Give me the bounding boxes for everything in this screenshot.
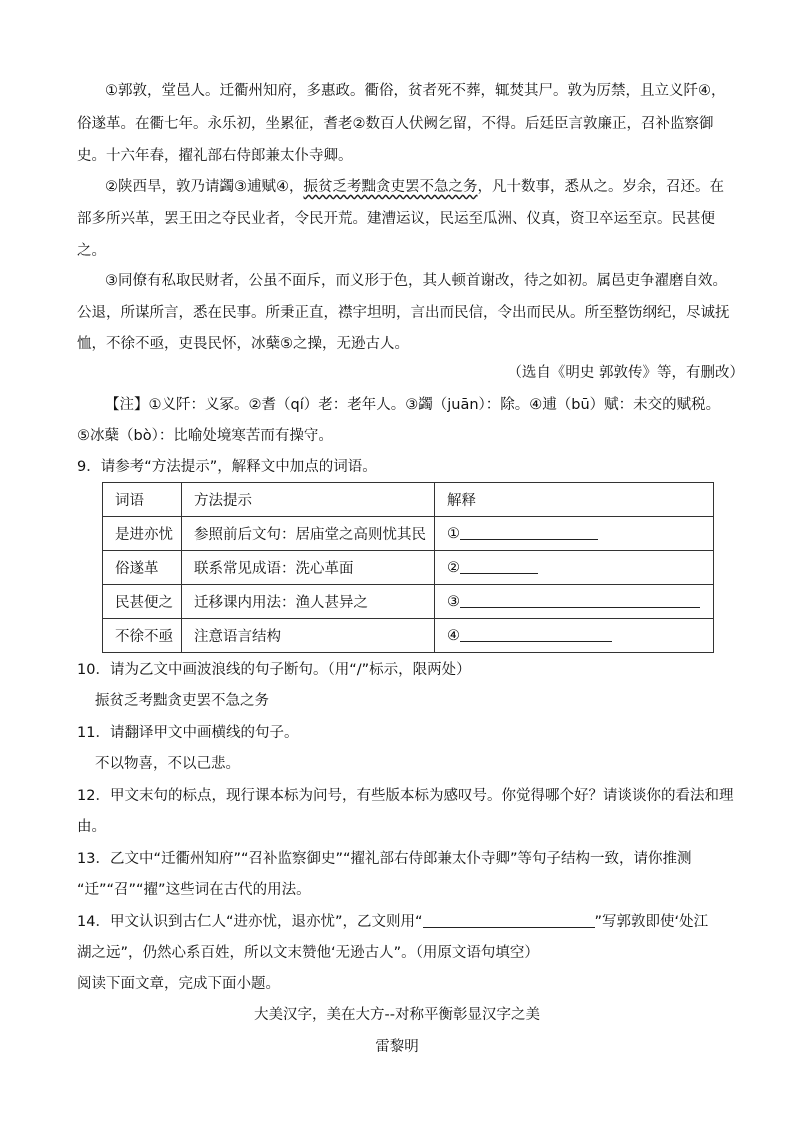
header-word: 词语 [103, 483, 182, 517]
row-hint: 迁移课内用法：渔人甚异之 [182, 585, 435, 619]
header-hint: 方法提示 [182, 483, 435, 517]
q10-prompt: 10．请为乙文中画波浪线的句子断句。（用“/”标示，限两处） [77, 662, 471, 678]
answer-blank[interactable] [460, 627, 612, 642]
q9-table [102, 482, 714, 653]
para2-line1 [105, 176, 724, 198]
table-row [103, 585, 714, 619]
row-hint: 注意语言结构 [182, 619, 435, 653]
answer-blank[interactable] [460, 525, 598, 540]
para3-line3: 恤，不徐不亟，吏畏民怀，冰蘖⑤之操，无逊古人。 [77, 336, 409, 352]
answer-number: ② [447, 560, 460, 576]
q12-line1: 12．甲文末句的标点，现行课本标为问号，有些版本标为感叹号。你觉得哪个好？请谈谈你的看法和理 [77, 788, 734, 804]
para3-line1: ③同僚有私取民财者，公虽不面斥，而义形于色，其人顿首谢改，待之如初。属邑吏争濯磨自效。 [105, 273, 727, 289]
para1-line1: ①郭敦，堂邑人。迁衢州知府，多惠政。衢俗，贫者死不葬，辄焚其尸。敦为厉禁，且立义阡④， [105, 83, 726, 99]
answer-number: ③ [447, 594, 460, 610]
para2-line2: 部多所兴革，罢王田之夺民业者，令民开荒。建漕运议，民运至瓜洲、仪真，资卫卒运至京。民甚便 [77, 211, 715, 227]
para2-text-a: ②陕西旱，敦乃请蠲③逋赋④， [105, 179, 304, 195]
para3-line2: 公退，所谋所言，悉在民事。所秉正直，襟宇坦明，言出而民信，令出而民从。所至整饬纲纪，尽诚抚 [77, 305, 730, 321]
header-answer: 解释 [435, 483, 714, 517]
article-title: 大美汉字，美在大方--对称平衡彰显汉字之美 [254, 1007, 540, 1023]
q13-line2: “迁”“召”“擢”这些词在古代的用法。 [77, 882, 311, 898]
notes-line2: ⑤冰蘖（bò）：比喻处境寒苦而有操守。 [77, 428, 333, 444]
q9-prompt: 9．请参考“方法提示”，解释文中加点的词语。 [77, 459, 377, 475]
q14-line1 [77, 911, 708, 933]
table-row [103, 517, 714, 551]
q12-line2: 由。 [77, 819, 106, 835]
q14-answer-blank[interactable] [423, 913, 595, 928]
table-row [103, 551, 714, 585]
q13-line1: 13．乙文中“迁衢州知府”“召补监察御史”“擢礼部右侍郎兼太仆寺卿”等句子结构一致，请你推测 [77, 851, 692, 867]
wavy-underlined-sentence: 振贫乏考黜贪吏罢不急之务 [303, 179, 478, 195]
q14-text-b: ”写郭敦即使‘处江 [594, 914, 709, 930]
q11-sentence: 不以物喜，不以己悲。 [95, 756, 240, 772]
answer-blank[interactable] [460, 593, 700, 608]
row-word: 民甚便之 [103, 585, 182, 619]
q11-prompt: 11．请翻译甲文中画横线的句子。 [77, 725, 299, 741]
article-author: 雷黎明 [375, 1039, 419, 1055]
para2-line3: 之。 [77, 243, 106, 259]
answer-cell[interactable] [435, 585, 714, 619]
notes-line1: 【注】①义阡：义冢。②耆（qí）老：老年人。③蠲（juān）：除。④逋（bū）赋：未交的赋税。 [105, 397, 721, 413]
answer-cell[interactable] [435, 517, 714, 551]
row-hint: 联系常见成语：洗心革面 [182, 551, 435, 585]
q10-sentence: 振贫乏考黜贪吏罢不急之务 [95, 693, 269, 709]
para2-text-b: ，凡十数事，悉从之。岁余，召还。在 [477, 179, 724, 195]
row-word: 是进亦忧 [103, 517, 182, 551]
q14-line2: 湖之远”，仍然心系百姓，所以文末赞他‘无逊古人”。（用原文语句填空） [77, 945, 539, 961]
q14-text-a: 14．甲文认识到古仁人“进亦忧，退亦忧”，乙文则用“ [77, 914, 423, 930]
answer-blank[interactable] [460, 559, 538, 574]
answer-number: ① [447, 526, 460, 542]
para1-line2: 俗遂革。在衢七年。永乐初，坐累征，耆老②数百人伏阙乞留，不得。后廷臣言敦廉正，召补监察御 [77, 116, 714, 132]
row-hint: 参照前后文句：居庙堂之高则忧其民 [182, 517, 435, 551]
answer-cell[interactable] [435, 551, 714, 585]
row-word: 不徐不亟 [103, 619, 182, 653]
reading-instruction: 阅读下面文章，完成下面小题。 [77, 976, 280, 992]
para1-line3: 史。十六年春，擢礼部右侍郎兼太仆寺卿。 [77, 148, 353, 164]
row-word: 俗遂革 [103, 551, 182, 585]
table-row [103, 619, 714, 653]
table-header-row [103, 483, 714, 517]
source-citation: （选自《明史 郭敦传》等，有删改） [507, 365, 744, 381]
answer-cell[interactable] [435, 619, 714, 653]
answer-number: ④ [447, 628, 460, 644]
